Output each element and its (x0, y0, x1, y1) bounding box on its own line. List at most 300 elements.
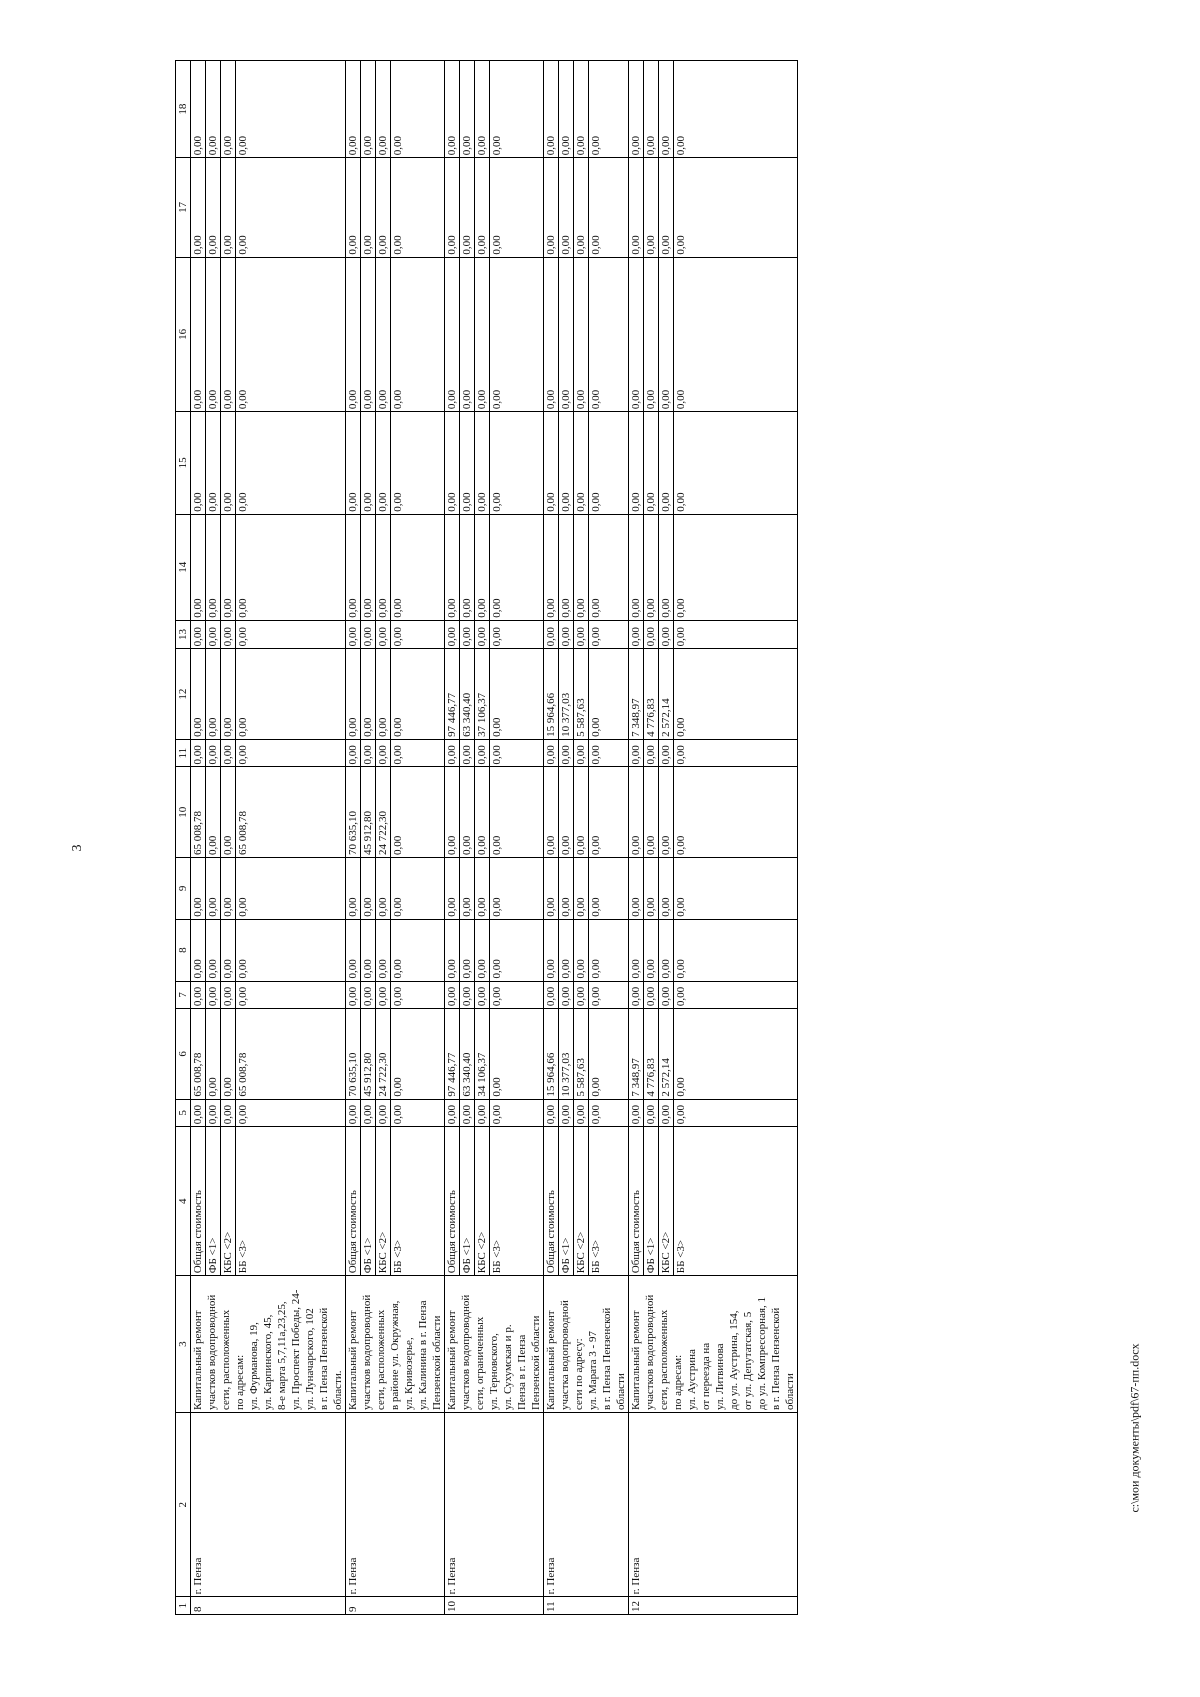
value-cell (445, 739, 544, 767)
value-cell (346, 514, 445, 620)
value-entry: 0,00 (659, 621, 674, 649)
city-cell: г. Пенза (191, 1413, 346, 1597)
value-entry: 65 008,78 (191, 767, 206, 857)
value-entry: 0,00 (644, 858, 659, 919)
value-entry: 0,00 (460, 1100, 475, 1127)
value-entry: 0,00 (475, 258, 490, 412)
value-entry: 24 722,30 (376, 1009, 391, 1099)
value-entry: 0,00 (376, 158, 391, 256)
footer-file-path: c:\мои документы\pdf\67-пп.docx (1127, 1343, 1142, 1513)
description-cell (346, 1276, 445, 1413)
value-cell (191, 919, 346, 981)
value-entry: 0,00 (559, 258, 574, 412)
funding-source-label: КБС <2> (376, 1127, 391, 1275)
value-entry: 0,00 (346, 649, 361, 739)
value-entry: 0,00 (237, 235, 249, 255)
description-line: в г. Пенза Пензенской (770, 1307, 782, 1411)
value-entry: 0,00 (221, 1009, 236, 1099)
value-entry: 0,00 (376, 258, 391, 412)
value-entry: 0,00 (659, 767, 674, 857)
value-entry: 0,00 (445, 1100, 460, 1127)
value-cell (346, 61, 445, 158)
value-entry: 0,00 (376, 982, 391, 1009)
value-entry: 0,00 (346, 858, 361, 919)
value-entry: 0,00 (221, 858, 236, 919)
funding-source-label: ФБ <1> (559, 1127, 574, 1275)
value-entry: 0,00 (376, 61, 391, 157)
value-entry: 0,00 (346, 920, 361, 981)
value-cell (629, 514, 798, 620)
value-entry: 0,00 (221, 740, 236, 767)
value-entry: 0,00 (237, 959, 249, 979)
value-entry: 0,00 (191, 61, 206, 157)
value-entry: 0,00 (590, 136, 602, 156)
value-entry: 0,00 (392, 835, 404, 855)
row-number-cell: 9 (346, 1597, 445, 1615)
value-entry: 0,00 (237, 492, 249, 512)
value-entry: 0,00 (221, 982, 236, 1009)
value-cell (191, 857, 346, 919)
value-cell (544, 257, 629, 412)
value-entry: 0,00 (590, 627, 602, 647)
value-entry: 0,00 (675, 598, 687, 618)
value-entry: 0,00 (590, 1077, 602, 1097)
description-line: ул. Марата 3 - 97 (587, 1331, 599, 1411)
value-entry: 0,00 (491, 136, 503, 156)
table-row (445, 61, 544, 1615)
description-line: области. (332, 1370, 344, 1411)
value-entry: 0,00 (221, 920, 236, 981)
value-entry: 0,00 (445, 767, 460, 857)
value-entry: 0,00 (445, 621, 460, 649)
value-entry: 0,00 (361, 649, 376, 739)
value-cell (544, 158, 629, 257)
value-entry: 0,00 (206, 258, 221, 412)
value-entry: 7 348,97 (629, 649, 644, 739)
value-entry: 0,00 (675, 1077, 687, 1097)
value-cell (629, 412, 798, 515)
funding-source-cell (544, 1127, 629, 1276)
value-entry: 0,00 (221, 515, 236, 620)
value-cell (191, 739, 346, 767)
description-line: ул. Калинина в г. Пенза (417, 1300, 429, 1411)
description-cell (445, 1276, 544, 1413)
value-entry: 0,00 (574, 515, 589, 620)
value-entry: 0,00 (590, 717, 602, 737)
value-entry: 0,00 (559, 740, 574, 767)
value-entry: 70 635,10 (346, 767, 361, 857)
funding-source-label: КБС <2> (574, 1127, 589, 1275)
value-entry: 70 635,10 (346, 1009, 361, 1099)
value-entry: 0,00 (590, 1104, 602, 1125)
value-entry: 0,00 (221, 258, 236, 412)
value-cell (191, 1009, 346, 1100)
value-entry: 0,00 (675, 389, 687, 410)
value-entry: 0,00 (376, 412, 391, 514)
value-cell (191, 981, 346, 1009)
value-entry: 0,00 (574, 61, 589, 157)
value-cell (544, 649, 629, 740)
value-entry: 0,00 (460, 920, 475, 981)
value-entry: 0,00 (191, 412, 206, 514)
value-entry: 0,00 (460, 767, 475, 857)
value-cell (346, 1099, 445, 1127)
value-entry: 0,00 (237, 717, 249, 737)
value-cell (544, 1009, 629, 1100)
value-cell (629, 767, 798, 858)
description-cell (544, 1276, 629, 1413)
value-entry: 0,00 (361, 515, 376, 620)
value-entry: 0,00 (491, 1104, 503, 1125)
table-row (629, 61, 798, 1615)
value-entry: 0,00 (644, 158, 659, 256)
value-entry: 0,00 (392, 627, 404, 647)
value-entry: 0,00 (460, 158, 475, 256)
value-entry: 0,00 (475, 920, 490, 981)
value-entry: 0,00 (392, 959, 404, 979)
value-entry: 0,00 (460, 740, 475, 767)
value-entry: 0,00 (644, 258, 659, 412)
city-cell: г. Пенза (445, 1413, 544, 1597)
description-line: ул. Кривозерье, (403, 1337, 415, 1411)
value-entry: 0,00 (376, 649, 391, 739)
description-line: Пензенской области (530, 1315, 542, 1411)
value-cell (346, 620, 445, 649)
value-cell (445, 857, 544, 919)
value-entry: 0,00 (445, 858, 460, 919)
description-line: по адресам: (234, 1354, 246, 1411)
value-entry: 0,00 (460, 621, 475, 649)
value-entry: 0,00 (675, 835, 687, 855)
row-number-cell: 8 (191, 1597, 346, 1615)
value-entry: 0,00 (361, 621, 376, 649)
value-entry: 0,00 (590, 598, 602, 618)
value-cell (629, 257, 798, 412)
funding-source-label: Общая стоимость (346, 1127, 361, 1275)
value-entry: 0,00 (460, 982, 475, 1009)
description-line: Капитальный ремонт (192, 1310, 204, 1411)
value-entry: 0,00 (574, 858, 589, 919)
value-entry: 0,00 (659, 858, 674, 919)
value-cell (191, 767, 346, 858)
value-entry: 0,00 (445, 982, 460, 1009)
value-entry: 0,00 (675, 959, 687, 979)
description-line: до ул. Аустрина, 154, (728, 1310, 740, 1411)
value-entry: 0,00 (206, 515, 221, 620)
value-entry: 0,00 (376, 515, 391, 620)
value-entry: 0,00 (475, 982, 490, 1009)
value-entry: 0,00 (544, 61, 559, 157)
header-cell: 4 (176, 1127, 191, 1276)
value-entry: 0,00 (544, 515, 559, 620)
value-entry: 0,00 (491, 598, 503, 618)
description-line: участков водопроводной (361, 1294, 373, 1411)
value-entry: 2 572,14 (659, 1009, 674, 1099)
value-entry: 0,00 (491, 492, 503, 512)
value-entry: 0,00 (376, 740, 391, 767)
value-entry: 0,00 (237, 745, 249, 765)
value-entry: 0,00 (361, 920, 376, 981)
value-entry: 0,00 (191, 982, 206, 1009)
value-entry: 34 106,37 (475, 1009, 490, 1099)
value-entry: 0,00 (659, 982, 674, 1009)
value-entry: 0,00 (206, 767, 221, 857)
value-entry: 0,00 (392, 1077, 404, 1097)
header-cell: 14 (176, 514, 191, 620)
description-line: области (784, 1373, 796, 1411)
value-entry: 0,00 (206, 649, 221, 739)
value-entry: 0,00 (675, 717, 687, 737)
value-entry: 0,00 (191, 649, 206, 739)
value-cell (629, 620, 798, 649)
header-cell: 17 (176, 158, 191, 257)
header-cell: 6 (176, 1009, 191, 1100)
funding-source-cell (191, 1127, 346, 1276)
value-entry: 0,00 (675, 235, 687, 255)
value-entry: 0,00 (491, 959, 503, 979)
value-entry: 0,00 (644, 1100, 659, 1127)
value-entry: 0,00 (559, 858, 574, 919)
value-cell (445, 620, 544, 649)
value-entry: 0,00 (544, 740, 559, 767)
funding-source-label: Общая стоимость (445, 1127, 460, 1275)
value-entry: 0,00 (559, 1100, 574, 1127)
description-line: сети, расположенных (658, 1309, 670, 1411)
value-cell (445, 649, 544, 740)
rotated-table-container (175, 60, 798, 1615)
funding-source-label: ББ <3> (392, 1239, 404, 1274)
value-entry: 0,00 (191, 1100, 206, 1127)
value-entry: 0,00 (574, 258, 589, 412)
description-line: ул. Фурманова, 19, (248, 1322, 260, 1411)
value-entry: 0,00 (392, 745, 404, 765)
value-entry: 0,00 (392, 897, 404, 917)
value-entry: 0,00 (544, 158, 559, 256)
value-entry: 0,00 (191, 740, 206, 767)
value-entry: 0,00 (659, 258, 674, 412)
value-cell (629, 61, 798, 158)
value-entry: 0,00 (629, 515, 644, 620)
value-entry: 0,00 (475, 515, 490, 620)
value-entry: 0,00 (221, 1100, 236, 1127)
value-entry: 0,00 (221, 61, 236, 157)
value-entry: 0,00 (206, 982, 221, 1009)
value-entry: 0,00 (392, 717, 404, 737)
value-cell (445, 61, 544, 158)
value-entry: 0,00 (392, 235, 404, 255)
value-entry: 0,00 (361, 61, 376, 157)
value-entry: 0,00 (675, 627, 687, 647)
value-entry: 0,00 (237, 627, 249, 647)
funding-source-cell (445, 1127, 544, 1276)
value-entry: 0,00 (376, 1100, 391, 1127)
value-entry: 0,00 (346, 621, 361, 649)
value-entry: 0,00 (590, 235, 602, 255)
value-cell (544, 412, 629, 515)
value-entry: 0,00 (445, 412, 460, 514)
value-entry: 10 377,03 (559, 649, 574, 739)
value-entry: 0,00 (659, 515, 674, 620)
description-line: в г. Пенза Пензенской (318, 1307, 330, 1411)
value-entry: 0,00 (629, 858, 644, 919)
value-cell (544, 739, 629, 767)
value-cell (346, 919, 445, 981)
description-line: Капитальный ремонт (630, 1310, 642, 1411)
value-entry: 0,00 (574, 982, 589, 1009)
program-table (175, 60, 798, 1615)
header-cell: 9 (176, 857, 191, 919)
value-entry: 0,00 (629, 740, 644, 767)
value-entry: 0,00 (574, 767, 589, 857)
value-entry: 15 964,66 (544, 649, 559, 739)
value-entry: 0,00 (346, 412, 361, 514)
value-entry: 0,00 (559, 920, 574, 981)
value-cell (629, 981, 798, 1009)
funding-source-label: Общая стоимость (544, 1127, 559, 1275)
value-entry: 0,00 (206, 621, 221, 649)
value-entry: 0,00 (191, 258, 206, 412)
header-cell: 16 (176, 257, 191, 412)
description-line: Капитальный ремонт (446, 1310, 458, 1411)
value-entry: 0,00 (206, 61, 221, 157)
value-entry: 0,00 (475, 767, 490, 857)
value-entry: 0,00 (392, 389, 404, 410)
value-entry: 0,00 (206, 1100, 221, 1127)
value-entry: 0,00 (574, 158, 589, 256)
value-entry: 0,00 (629, 767, 644, 857)
description-line: ул. Аустрина (686, 1349, 698, 1411)
funding-source-label: ФБ <1> (206, 1127, 221, 1275)
value-cell (346, 767, 445, 858)
funding-source-cell (346, 1127, 445, 1276)
value-cell (445, 767, 544, 858)
value-entry: 0,00 (221, 649, 236, 739)
value-entry: 0,00 (361, 982, 376, 1009)
table-row (346, 61, 445, 1615)
table-header-row (176, 61, 191, 1615)
value-cell (191, 514, 346, 620)
value-entry: 65 008,78 (237, 810, 249, 855)
header-cell: 1 (176, 1597, 191, 1615)
value-entry: 0,00 (346, 158, 361, 256)
value-entry: 0,00 (376, 621, 391, 649)
description-line: Пенза в г. Пенза (516, 1334, 528, 1411)
description-line: Капитальный ремонт (545, 1310, 557, 1411)
value-entry: 0,00 (206, 158, 221, 256)
value-cell (191, 1099, 346, 1127)
value-entry: 0,00 (544, 258, 559, 412)
value-entry: 0,00 (574, 920, 589, 981)
value-cell (544, 514, 629, 620)
value-entry: 0,00 (445, 920, 460, 981)
description-line: до ул. Компрессорная, 1 (756, 1297, 768, 1411)
value-entry: 0,00 (675, 1104, 687, 1125)
value-entry: 37 106,37 (475, 649, 490, 739)
value-entry: 0,00 (445, 740, 460, 767)
value-entry: 0,00 (491, 717, 503, 737)
value-cell (445, 412, 544, 515)
description-line: ул. Терновского, (488, 1333, 500, 1411)
value-entry: 0,00 (475, 740, 490, 767)
description-line: ул. Сухумская и р. (502, 1324, 514, 1411)
description-line: области (615, 1373, 627, 1411)
value-entry: 0,00 (629, 158, 644, 256)
value-entry: 0,00 (644, 61, 659, 157)
value-entry: 0,00 (574, 412, 589, 514)
value-entry: 0,00 (346, 740, 361, 767)
description-line: сети, расположенных (375, 1309, 387, 1411)
value-entry: 0,00 (590, 986, 602, 1007)
value-entry: 0,00 (629, 1100, 644, 1127)
value-entry: 5 587,63 (574, 1009, 589, 1099)
value-entry: 0,00 (491, 835, 503, 855)
value-entry: 0,00 (392, 136, 404, 156)
description-line: сети по адресу: (573, 1338, 585, 1411)
value-cell (191, 649, 346, 740)
value-entry: 0,00 (237, 598, 249, 618)
value-entry: 0,00 (544, 621, 559, 649)
value-entry: 0,00 (191, 920, 206, 981)
value-entry: 65 008,78 (237, 1052, 249, 1097)
value-entry: 0,00 (206, 858, 221, 919)
value-cell (445, 158, 544, 257)
value-entry: 0,00 (346, 982, 361, 1009)
header-cell: 10 (176, 767, 191, 858)
value-cell (629, 739, 798, 767)
row-number-cell: 10 (445, 1597, 544, 1615)
value-entry: 0,00 (221, 158, 236, 256)
value-entry: 0,00 (221, 767, 236, 857)
value-entry: 0,00 (644, 767, 659, 857)
value-entry: 0,00 (392, 1104, 404, 1125)
value-entry: 0,00 (590, 492, 602, 512)
value-entry: 0,00 (559, 61, 574, 157)
value-cell (346, 649, 445, 740)
value-entry: 45 912,80 (361, 767, 376, 857)
value-cell (346, 1009, 445, 1100)
value-cell (629, 919, 798, 981)
description-line: 8-е марта 5,7,11а,23,25, (276, 1301, 288, 1411)
funding-source-label: ББ <3> (675, 1239, 687, 1274)
table-row (191, 61, 346, 1615)
value-entry: 0,00 (237, 136, 249, 156)
value-entry: 0,00 (659, 412, 674, 514)
value-entry: 0,00 (629, 621, 644, 649)
value-cell (629, 857, 798, 919)
description-line: от переезда на (700, 1342, 712, 1411)
value-entry: 0,00 (629, 982, 644, 1009)
description-line: участков водопроводной (644, 1294, 656, 1411)
value-entry: 0,00 (475, 621, 490, 649)
value-entry: 0,00 (346, 515, 361, 620)
header-cell: 8 (176, 919, 191, 981)
value-entry: 0,00 (392, 492, 404, 512)
value-cell (445, 981, 544, 1009)
value-entry: 4 776,83 (644, 1009, 659, 1099)
value-entry: 0,00 (544, 412, 559, 514)
value-entry: 0,00 (392, 598, 404, 618)
value-entry: 0,00 (361, 412, 376, 514)
funding-source-label: Общая стоимость (629, 1127, 644, 1275)
value-entry: 24 722,30 (376, 767, 391, 857)
value-entry: 0,00 (644, 412, 659, 514)
value-entry: 0,00 (221, 412, 236, 514)
value-entry: 0,00 (361, 858, 376, 919)
value-entry: 10 377,03 (559, 1009, 574, 1099)
description-line: ул. Карпинского, 45, (262, 1314, 274, 1411)
value-entry: 0,00 (445, 158, 460, 256)
value-entry: 0,00 (445, 515, 460, 620)
